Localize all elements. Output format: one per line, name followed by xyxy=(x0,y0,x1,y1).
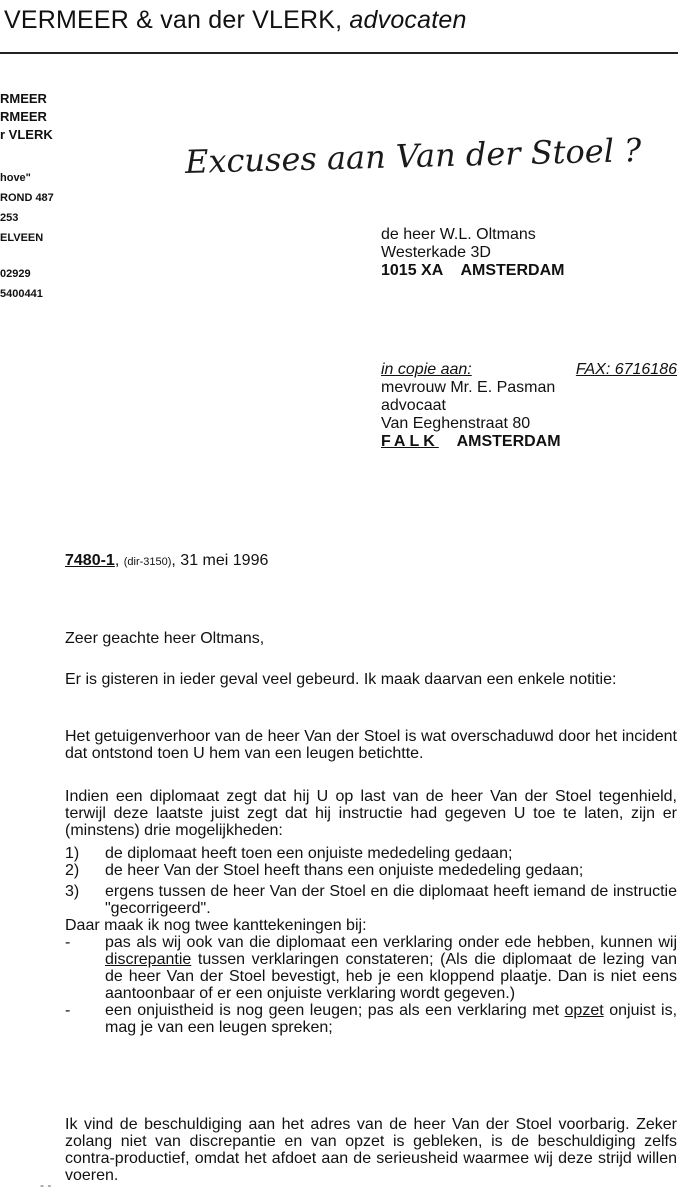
stray-mark: - - xyxy=(40,1178,52,1192)
possibilities-list xyxy=(65,845,677,1036)
sidebar-address-line: 253 xyxy=(0,212,19,224)
list-item xyxy=(65,845,677,862)
sidebar-partners xyxy=(0,90,53,144)
copy-to-label: in copie aan: xyxy=(381,361,472,378)
list-marker: 2) xyxy=(65,862,80,879)
copy-to-name: mevrouw Mr. E. Pasman xyxy=(381,379,556,396)
sidebar-phones xyxy=(0,264,43,304)
list-text: de heer Van der Stoel heeft thans een onjuiste mededeling gedaan; xyxy=(105,862,584,879)
remark-marker: - xyxy=(65,934,71,951)
copy-to-role: advocaat xyxy=(381,397,446,414)
reference-dir: (dir-3150) xyxy=(123,556,172,568)
recipient-postcode: 1015 XA xyxy=(381,262,443,279)
sidebar-phone-line: 5400441 xyxy=(0,288,43,300)
paragraph-5: Ik vind de beschuldiging aan het adres van de heer Van der Stoel voorbarig. Zeker zolang niet van discrepantie en van opzet is gebleken, is de beschuldiging zelfs contra-productief, omdat het afdoet aan de serieusheid waarmee wij deze strijd willen voeren. xyxy=(65,1116,677,1184)
letterhead-firm-name xyxy=(4,6,467,35)
underlined-word: discrepantie xyxy=(105,951,192,968)
underlined-word: opzet xyxy=(564,1002,604,1019)
paragraph-4: Daar maak ik nog twee kanttekeningen bij: xyxy=(65,917,367,934)
list-text: de diplomaat heeft toen een onjuiste mededeling gedaan; xyxy=(105,845,513,862)
recipient-city: AMSTERDAM xyxy=(460,262,565,279)
letterhead-rule xyxy=(0,52,678,54)
remark-text: een onjuistheid is nog geen leugen; pas als een verklaring met opzet onjuist is, mag je van een leugen spreken; xyxy=(105,1002,678,1036)
paragraph-1: Er is gisteren in ieder geval veel gebeurd. Ik maak daarvan een enkele notitie: xyxy=(65,671,617,688)
sidebar-partner-line: r VLERK xyxy=(0,127,53,142)
reference-date: , 31 mei 1996 xyxy=(171,552,269,569)
copy-to-firm: FALK xyxy=(381,433,439,450)
recipient-name: de heer W.L. Oltmans xyxy=(381,226,536,243)
copy-to-block xyxy=(381,361,677,451)
list-item xyxy=(65,862,677,879)
remark-text: pas als wij ook van die diplomaat een verklaring onder ede hebben, kunnen wij discrepantie tussen verklaringen constateren; (Als die diplomaat de lezing van de heer Van der Stoel bevestigt, heb je een kloppend plaatje. Dan is niet eens aantoonbaar of er een onjuiste verklaring wordt gegeven.) xyxy=(105,934,677,1002)
sidebar-phone-line: 02929 xyxy=(0,268,31,280)
paragraph-2: Het getuigenverhoor van de heer Van der Stoel is wat overschaduwd door het incident dat ontstond toen U hem van een leugen betichtte. xyxy=(65,728,677,762)
copy-to-fax: FAX: 6716186 xyxy=(575,361,677,378)
sidebar-address-line: hove" xyxy=(0,172,31,184)
reference-number: 7480-1 xyxy=(65,552,115,569)
salutation: Zeer geachte heer Oltmans, xyxy=(65,630,265,647)
sidebar-address-line: ELVEEN xyxy=(0,232,44,244)
recipient-address xyxy=(381,226,564,280)
copy-to-header xyxy=(381,361,677,379)
sidebar-partner-line: RMEER xyxy=(0,109,47,124)
list-marker: 1) xyxy=(65,845,80,862)
firm-name: VERMEER & van der VLERK, xyxy=(4,6,343,34)
remark-marker: - xyxy=(65,1002,71,1019)
recipient-street: Westerkade 3D xyxy=(381,244,491,261)
sidebar-address-line: ROND 487 xyxy=(0,192,54,204)
sidebar-partner-line: RMEER xyxy=(0,91,47,106)
recipient-city-line xyxy=(381,262,564,280)
copy-to-street: Van Eeghenstraat 80 xyxy=(381,415,531,432)
paragraph-3: Indien een diplomaat zegt dat hij U op last van de heer Van der Stoel tegenhield, terwijl deze laatste juist zegt dat hij instructie had gegeven U toe te laten, zijn er (minstens) drie mogelijkheden: xyxy=(65,788,677,839)
firm-suffix: advocaten xyxy=(349,6,467,34)
sidebar-address xyxy=(0,168,54,248)
reference-line: 7480-1, (dir-3150), 31 mei 1996 xyxy=(65,552,269,569)
list-marker: 3) xyxy=(65,883,80,900)
list-item xyxy=(65,883,677,917)
copy-to-city: AMSTERDAM xyxy=(456,433,561,450)
handwritten-note: Excuses aan Van der Stoel ? xyxy=(184,131,642,181)
list-text: ergens tussen de heer Van der Stoel en die diplomaat heeft iemand de instructie "gecorrigeerd". xyxy=(105,883,677,917)
copy-to-city-line xyxy=(381,433,677,451)
remark-item xyxy=(65,934,677,1002)
remark-item xyxy=(65,1002,677,1036)
